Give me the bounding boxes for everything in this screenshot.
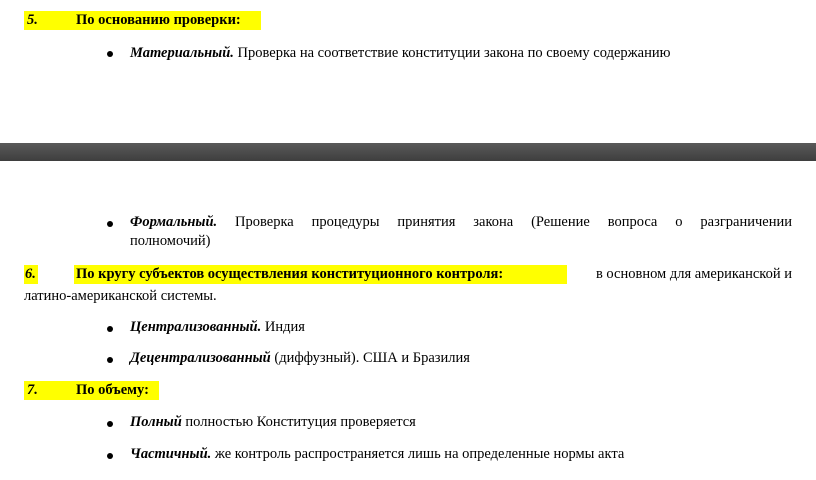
item-text: Индия (261, 319, 305, 335)
section-6-rest-line1: в основном для американской и (595, 266, 792, 282)
list-item-formal (130, 214, 792, 250)
bullet-icon (107, 221, 113, 227)
section-6-first-line (76, 266, 792, 283)
list-item-partial (130, 446, 624, 463)
item-text: Проверка процедуры принятия закона (Решение вопроса о разграничении (217, 214, 792, 230)
bullet-icon (107, 421, 113, 427)
bullet-icon (107, 453, 113, 459)
section-7-heading: По объему: (76, 382, 149, 398)
section-7-number: 7. (27, 382, 38, 398)
item-text: (диффузный). США и Бразилия (270, 350, 470, 366)
section-5-number: 5. (27, 12, 38, 28)
item-term: Децентрализованный (130, 350, 271, 366)
list-item-decentralized (130, 350, 470, 367)
bullet-icon (107, 357, 113, 363)
item-term: Частичный. (130, 446, 212, 462)
item-term: Полный (130, 414, 182, 430)
list-item-full (130, 414, 416, 431)
list-item-material (130, 45, 670, 62)
list-item-centralized (130, 319, 305, 336)
item-text-continued: полномочий) (130, 233, 211, 249)
section-6-heading: По кругу субъектов осуществления конституционного контроля: (76, 266, 504, 282)
item-text: Проверка на соответствие конституции закона по своему содержанию (233, 45, 671, 61)
document-page-bottom (0, 161, 816, 480)
section-6-rest-line2: латино-американской системы. (24, 288, 217, 304)
item-term: Формальный. (130, 214, 218, 230)
item-text: же контроль распространяется лишь на определенные нормы акта (211, 446, 625, 462)
page-break-divider (0, 143, 816, 161)
document-page-top (0, 0, 816, 143)
section-6-number: 6. (25, 266, 36, 282)
item-text: полностью Конституция проверяется (181, 414, 416, 430)
item-term: Материальный. (130, 45, 234, 61)
item-term: Централизованный. (130, 319, 262, 335)
section-5-heading: По основанию проверки: (76, 12, 241, 28)
bullet-icon (107, 326, 113, 332)
bullet-icon (107, 51, 113, 57)
